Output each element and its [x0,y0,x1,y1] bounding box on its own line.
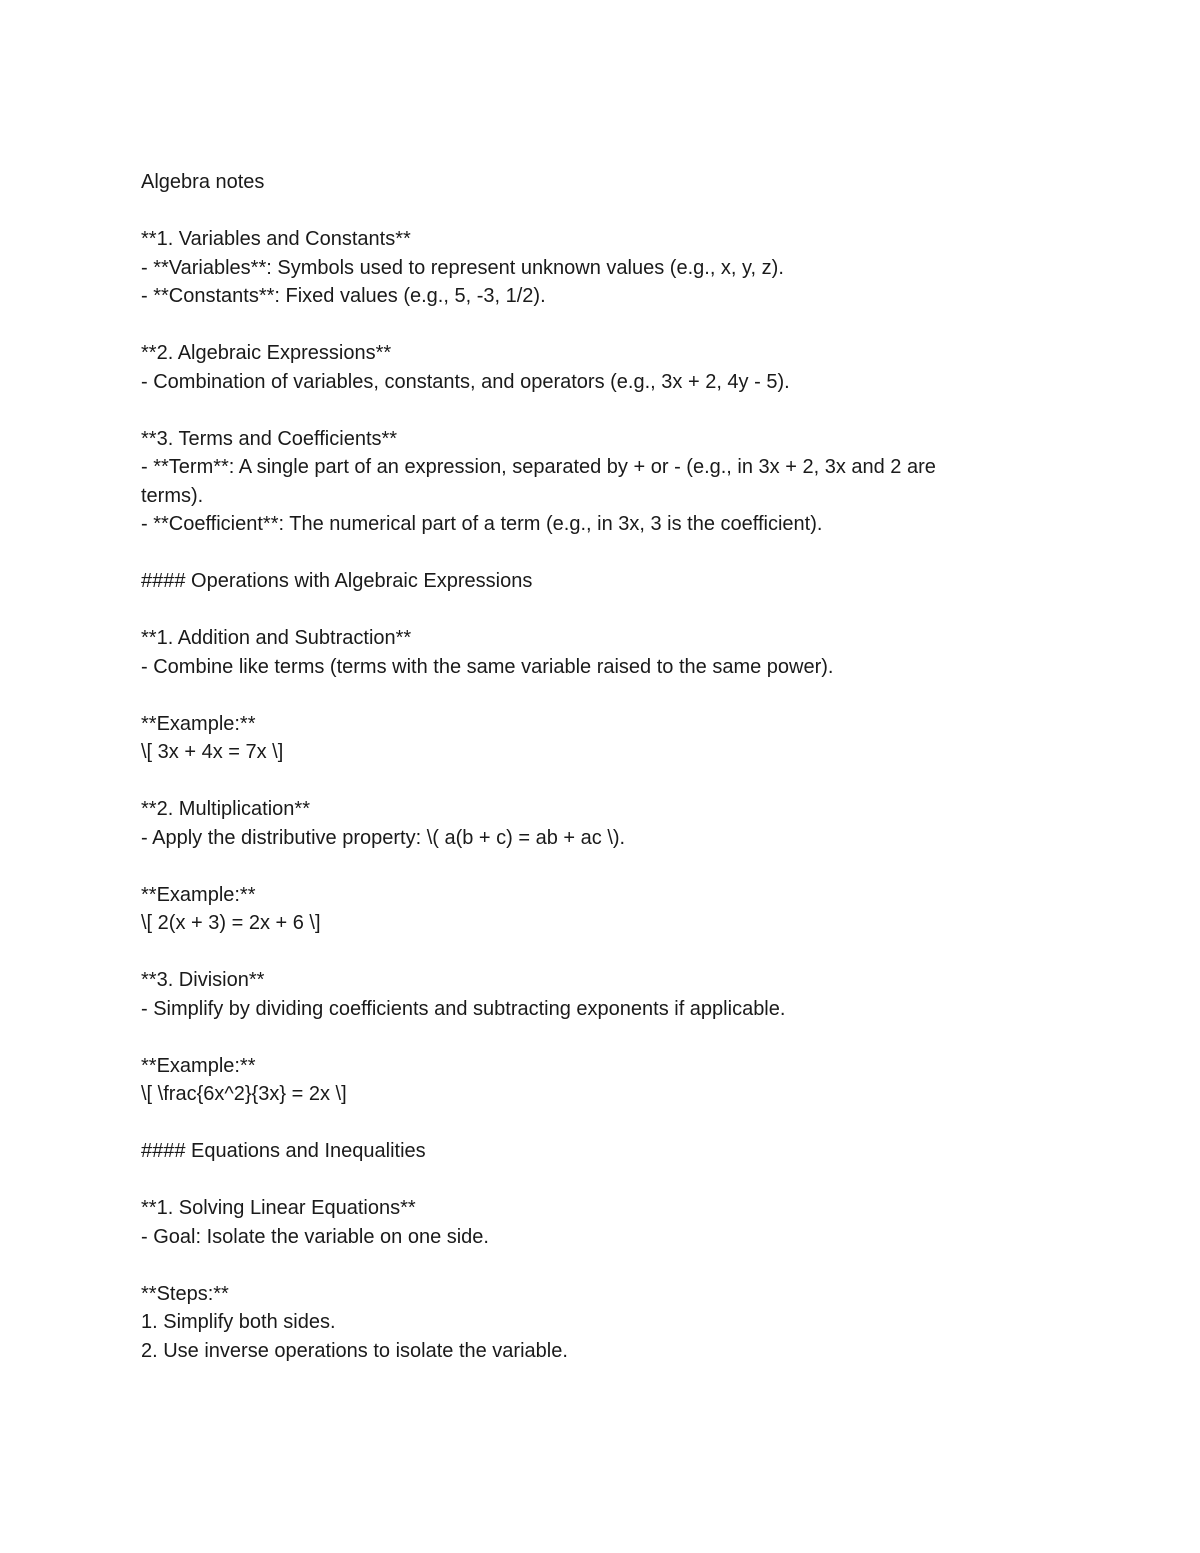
section-heading: **3. Division** [141,969,265,991]
blank-line [141,767,1041,796]
blank-line [141,938,1041,967]
blank-line [141,311,1041,340]
list-item: - **Variables**: Symbols used to represent unknown values (e.g., x, y, z). [141,256,784,279]
example-label: **Example:** [141,883,256,906]
math-expression: \[ \frac{6x^2}{3x} = 2x \] [141,1083,347,1105]
math-expression: \[ 2(x + 3) = 2x + 6 \] [141,912,321,934]
list-item: - **Constants**: Fixed values (e.g., 5, -3, 1/2). [141,285,546,307]
list-item-continuation: terms). [141,484,204,507]
example-label: **Example:** [141,1054,256,1077]
numbered-step: 1. Simplify both sides. [141,1311,336,1333]
math-expression: \[ 3x + 4x = 7x \] [141,741,284,763]
document-body [141,168,1041,1365]
blank-line [141,596,1041,625]
blank-line [141,197,1041,226]
section-heading: **2. Algebraic Expressions** [141,342,392,364]
section-heading: **1. Variables and Constants** [141,228,411,250]
list-item: - Simplify by dividing coefficients and subtracting exponents if applicable. [141,997,786,1020]
blank-line [141,539,1041,568]
section-heading: **1. Addition and Subtraction** [141,627,412,649]
numbered-step: 2. Use inverse operations to isolate the variable. [141,1339,568,1362]
section-heading: **2. Multiplication** [141,798,310,820]
list-item: - **Coefficient**: The numerical part of a term (e.g., in 3x, 3 is the coefficient). [141,513,823,535]
blank-line [141,681,1041,710]
example-label: **Example:** [141,712,256,735]
section-heading: **1. Solving Linear Equations** [141,1197,416,1219]
list-item: - Goal: Isolate the variable on one side. [141,1225,489,1248]
list-item: - **Term**: A single part of an expression, separated by + or - (e.g., in 3x + 2, 3x and 2 are [141,456,936,478]
subsection-heading: #### Equations and Inequalities [141,1140,426,1162]
list-item: - Combine like terms (terms with the same variable raised to the same power). [141,655,834,678]
blank-line [141,852,1041,881]
list-item: - Combination of variables, constants, and operators (e.g., 3x + 2, 4y - 5). [141,370,790,393]
blank-line [141,1166,1041,1195]
blank-line [141,1109,1041,1138]
list-item: - Apply the distributive property: \( a(b + c) = ab + ac \). [141,826,626,849]
subsection-heading: #### Operations with Algebraic Expressions [141,570,533,592]
blank-line [141,1251,1041,1280]
section-heading: **3. Terms and Coefficients** [141,427,398,450]
steps-label: **Steps:** [141,1282,229,1305]
document-title: Algebra notes [141,171,265,193]
blank-line [141,396,1041,425]
blank-line [141,1023,1041,1052]
